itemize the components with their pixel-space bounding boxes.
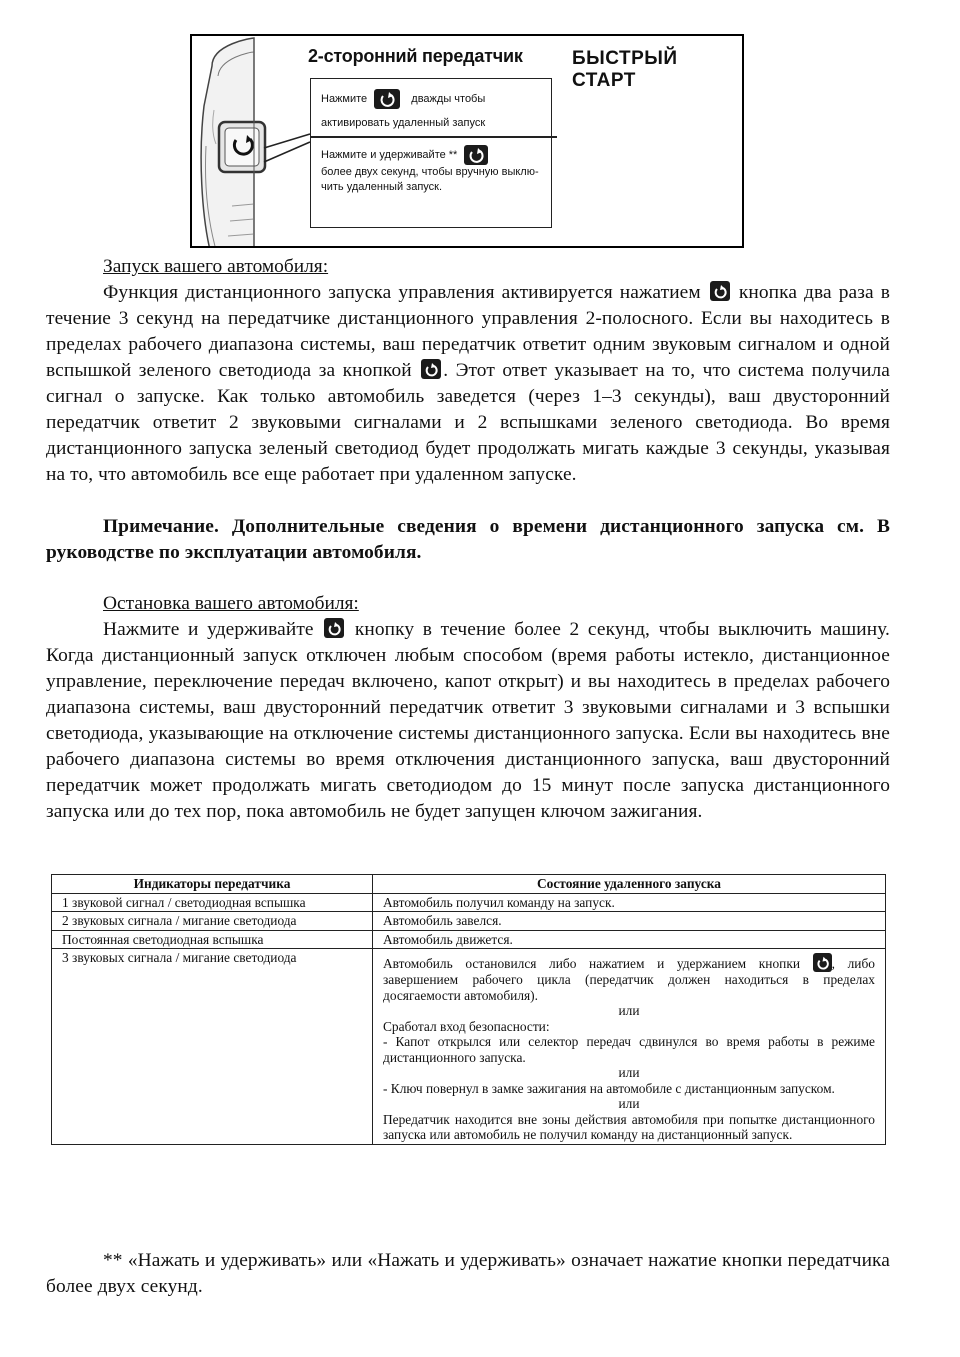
start-text-a: Функция дистанционного запуска управления активируется нажатием: [103, 282, 701, 303]
press-label: Нажмите: [321, 92, 368, 105]
stop-text-a: Нажмите и удерживайте: [103, 619, 314, 640]
table-header-row: [52, 875, 886, 894]
status-cell: Автомобиль движется.: [373, 930, 886, 949]
table-row: [52, 949, 886, 1145]
stop-paragraph: [46, 617, 890, 825]
status-text-d: - Капот открылся или селектор передач сдвинулся во время работы в режиме дистанционного запуска.: [383, 1034, 875, 1065]
quick-start-instructions: [310, 78, 552, 228]
or-separator: или: [618, 1065, 640, 1080]
status-block-1: [383, 953, 875, 1003]
header-indicators: Индикаторы передатчика: [52, 875, 373, 894]
press-twice-label: дважды чтобы: [411, 92, 486, 105]
status-cell: [373, 949, 886, 1145]
or-separator: или: [618, 1096, 640, 1111]
press-twice-line: [321, 89, 485, 109]
remote-start-icon: [421, 359, 441, 379]
stop-text-b: кнопку в течение более 2 секунд, чтобы выключить машину. Когда дистанционный запуск отключен любым способом (время работы истекло, дистанционное управление, переключение передач включено, капот открыт) и вы находитесь в пределах рабочего диапазона системы, ваш двусторонний передатчик ответит 3 звуковыми сигналами и 3 вспышки светодиода, указывающие на отключение системы дистанционного запуска. Если вы находитесь вне рабочего диапазона системы во время отключения дистанционного запуска, ваш двусторонний передатчик может продолжать мигать светодиодом до 15 минут после запуска дистанционного запуска или до тех пор, пока автомобиль не будет запущен ключом зажигания.: [46, 619, 890, 822]
indicator-cell: 1 звуковой сигнал / светодиодная вспышка: [52, 893, 373, 912]
status-text-f: Передатчик находится вне зоны действия автомобиля при попытке дистанционного запуска или автомобиль не получил команду на дистанционный запуск.: [383, 1111, 875, 1142]
start-paragraph: [46, 280, 890, 488]
divider: [311, 136, 557, 138]
hold-label: Нажмите и удерживайте **: [321, 148, 458, 161]
start-heading: Запуск вашего автомобиля:: [103, 256, 329, 277]
indicator-cell: 3 звуковых сигнала / мигание светодиода: [52, 949, 373, 1145]
status-text-b: , либо завершением рабочего цикла (передатчик должен находиться в пределах досягаемости автомобиля).: [383, 956, 875, 1003]
start-text-b: кнопка два раза в течение 3 секунд на передатчике дистанционного управления 2-полосного. Если вы находитесь в пределах рабочего диапазона системы, ваш передатчик ответит одним звуковым сигналом и одной вспышкой зеленого светодиода за кнопкой: [46, 282, 891, 381]
or-separator: или: [618, 1003, 640, 1018]
status-text-e: - Ключ повернул в замке зажигания на автомобиле с дистанционным запуском.: [383, 1080, 835, 1096]
quick-start-heading: БЫСТРЫЙ СТАРТ: [572, 48, 678, 91]
remote-start-icon: [813, 953, 832, 972]
remote-start-icon: [374, 89, 400, 109]
indicator-cell: Постоянная светодиодная вспышка: [52, 930, 373, 949]
activate-line: активировать удаленный запуск: [321, 117, 486, 129]
status-text-a: Автомобиль остановился либо нажатием и удержанием кнопки: [383, 956, 800, 971]
footnote: ** «Нажать и удерживать» или «Нажать и удерживать» означает нажатие кнопки передатчика более двух секунд.: [46, 1250, 890, 1297]
note-paragraph: Примечание. Дополнительные сведения о времени дистанционного запуска см. В руководстве по эксплуатации автомобиля.: [46, 516, 890, 563]
stop-heading: Остановка вашего автомобиля:: [103, 593, 359, 614]
header-status: Состояние удаленного запуска: [373, 875, 886, 894]
start-text-c: . Этот ответ указывает на то, что система получила сигнал о запуске. Как только автомобиль заведется (через 1–3 секунды), ваш двусторонний передатчик ответит 2 звуковыми сигналами и 2 вспышками зеленого светодиода. Во время дистанционного запуска зеленый светодиод будет продолжать мигать каждые 3 секунды, указывая на то, что автомобиль все еще работает при удаленном запуске.: [46, 360, 890, 485]
table-row: [52, 893, 886, 912]
status-table: [51, 874, 886, 1145]
hold-line: [321, 145, 488, 165]
quick-start-box: [190, 34, 744, 248]
table-row: [52, 930, 886, 949]
quick-start-title: 2-сторонний передатчик: [308, 46, 523, 66]
hold-line-3: чить удаленный запуск.: [321, 181, 443, 193]
remote-start-icon: [324, 618, 344, 638]
indicator-cell: 2 звуковых сигнала / мигание светодиода: [52, 912, 373, 931]
status-cell: Автомобиль получил команду на запуск.: [373, 893, 886, 912]
status-text-c: Сработал вход безопасности:: [383, 1018, 550, 1034]
status-cell: Автомобиль завелся.: [373, 912, 886, 931]
remote-start-icon: [710, 281, 730, 301]
remote-start-icon: [464, 145, 488, 165]
table-row: [52, 912, 886, 931]
hold-line-2: более двух секунд, чтобы вручную выклю-: [321, 166, 539, 178]
